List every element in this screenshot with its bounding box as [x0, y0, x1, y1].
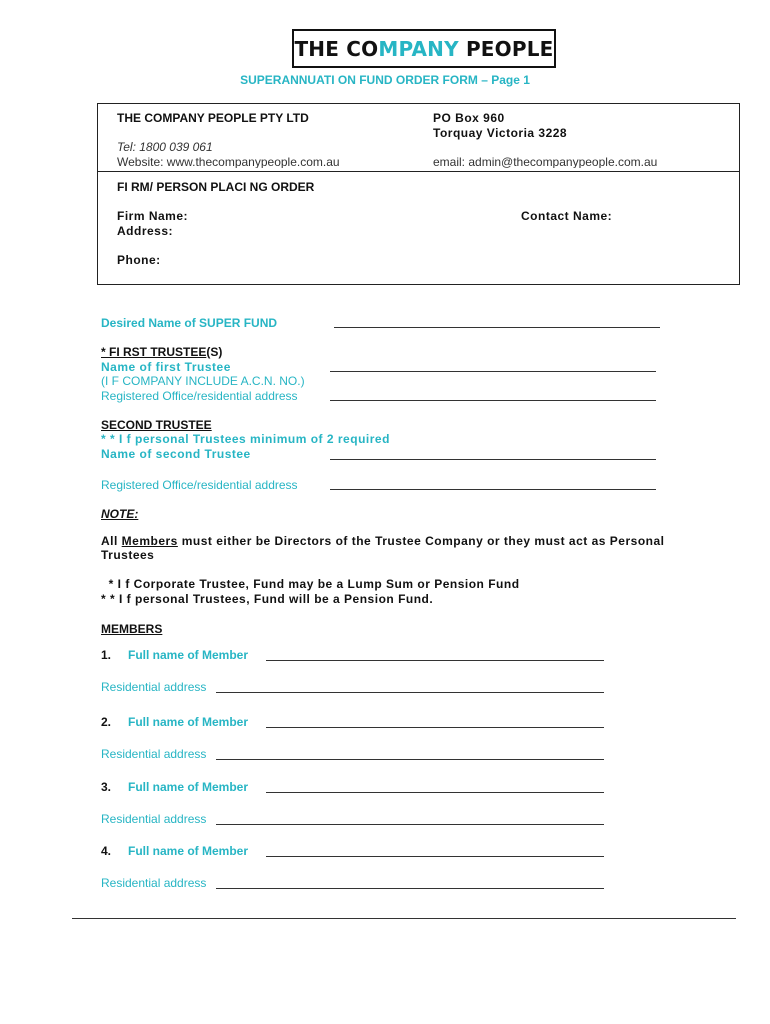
note-heading: NOTE:: [101, 507, 139, 521]
member-full-name-label: Full name of Member: [128, 715, 249, 729]
company-website: Website: www.thecompanypeople.com.au: [117, 155, 340, 168]
second-trustee-name-label: Name of second Trustee: [101, 447, 251, 461]
members-heading: MEMBERS: [101, 622, 163, 636]
contact-name-label: Contact Name:: [521, 209, 613, 223]
first-trustee-office-field[interactable]: [330, 400, 656, 401]
member-residential-address-field[interactable]: [216, 888, 604, 889]
note-corporate: * I f Corporate Trustee, Fund may be a Lump Sum or Pension Fund: [101, 577, 520, 591]
note-members-word: Members: [121, 534, 178, 548]
placing-order-heading: FI RM/ PERSON PLACI NG ORDER: [117, 180, 315, 194]
note-line1-rest: must either be Directors of the Trustee Company or they must act as Personal: [177, 534, 665, 548]
note-members-text: [101, 534, 664, 548]
member-number: 3.: [101, 780, 112, 794]
note-line2: Trustees: [101, 548, 155, 562]
second-trustee-note: * * I f personal Trustees minimum of 2 required: [101, 432, 390, 446]
phone-label: Phone:: [117, 253, 161, 267]
note-all: All: [101, 534, 122, 548]
logo-text-part1: THE CO: [294, 36, 379, 61]
member-residential-address-field[interactable]: [216, 824, 604, 825]
member-residential-address-label: Residential address: [101, 747, 207, 761]
first-trustee-heading-text: * FI RST TRUSTEE: [101, 345, 207, 359]
member-full-name-label: Full name of Member: [128, 648, 249, 662]
member-full-name-field[interactable]: [266, 792, 604, 793]
note-personal: * * I f personal Trustees, Fund will be a Pension Fund.: [101, 592, 434, 606]
desired-fund-name-field[interactable]: [334, 327, 660, 328]
second-trustee-heading: SECOND TRUSTEE: [101, 418, 212, 432]
member-full-name-field[interactable]: [266, 856, 604, 857]
company-tel: Tel: 1800 039 061: [117, 140, 213, 154]
logo-text-part3: PEOPLE: [458, 36, 554, 61]
company-city: Torquay Victoria 3228: [433, 126, 568, 140]
member-full-name-field[interactable]: [266, 660, 604, 661]
first-trustee-heading: [101, 345, 222, 359]
member-residential-address-label: Residential address: [101, 876, 207, 890]
second-trustee-name-field[interactable]: [330, 459, 656, 460]
first-trustee-office-label: Registered Office/residential address: [101, 389, 298, 403]
desired-fund-name-label: Desired Name of SUPER FUND: [101, 316, 278, 330]
member-residential-address-label: Residential address: [101, 680, 207, 694]
member-number: 2.: [101, 715, 112, 729]
address-label: Address:: [117, 224, 174, 238]
member-residential-address-field[interactable]: [216, 692, 604, 693]
member-full-name-field[interactable]: [266, 727, 604, 728]
second-trustee-office-label: Registered Office/residential address: [101, 478, 298, 492]
company-logo: [292, 29, 556, 68]
form-title: SUPERANNUATI ON FUND ORDER FORM – Page 1: [240, 73, 530, 87]
member-residential-address-label: Residential address: [101, 812, 207, 826]
member-number: 4.: [101, 844, 112, 858]
first-trustee-name-field[interactable]: [330, 371, 656, 372]
member-residential-address-field[interactable]: [216, 759, 604, 760]
logo-text-part2: MPANY: [378, 36, 459, 61]
po-box: PO Box 960: [433, 111, 505, 125]
first-trustee-name-label: Name of first Trustee: [101, 360, 231, 374]
firm-name-label: Firm Name:: [117, 209, 189, 223]
member-number: 1.: [101, 648, 112, 662]
footer-divider: [72, 918, 736, 919]
second-trustee-office-field[interactable]: [330, 489, 656, 490]
first-trustee-heading-suffix: (S): [206, 345, 223, 359]
member-full-name-label: Full name of Member: [128, 780, 249, 794]
company-name: THE COMPANY PEOPLE PTY LTD: [117, 111, 309, 125]
member-full-name-label: Full name of Member: [128, 844, 249, 858]
first-trustee-acn-note: (I F COMPANY INCLUDE A.C.N. NO.): [101, 374, 305, 388]
company-email: email: admin@thecompanypeople.com.au: [433, 155, 658, 168]
